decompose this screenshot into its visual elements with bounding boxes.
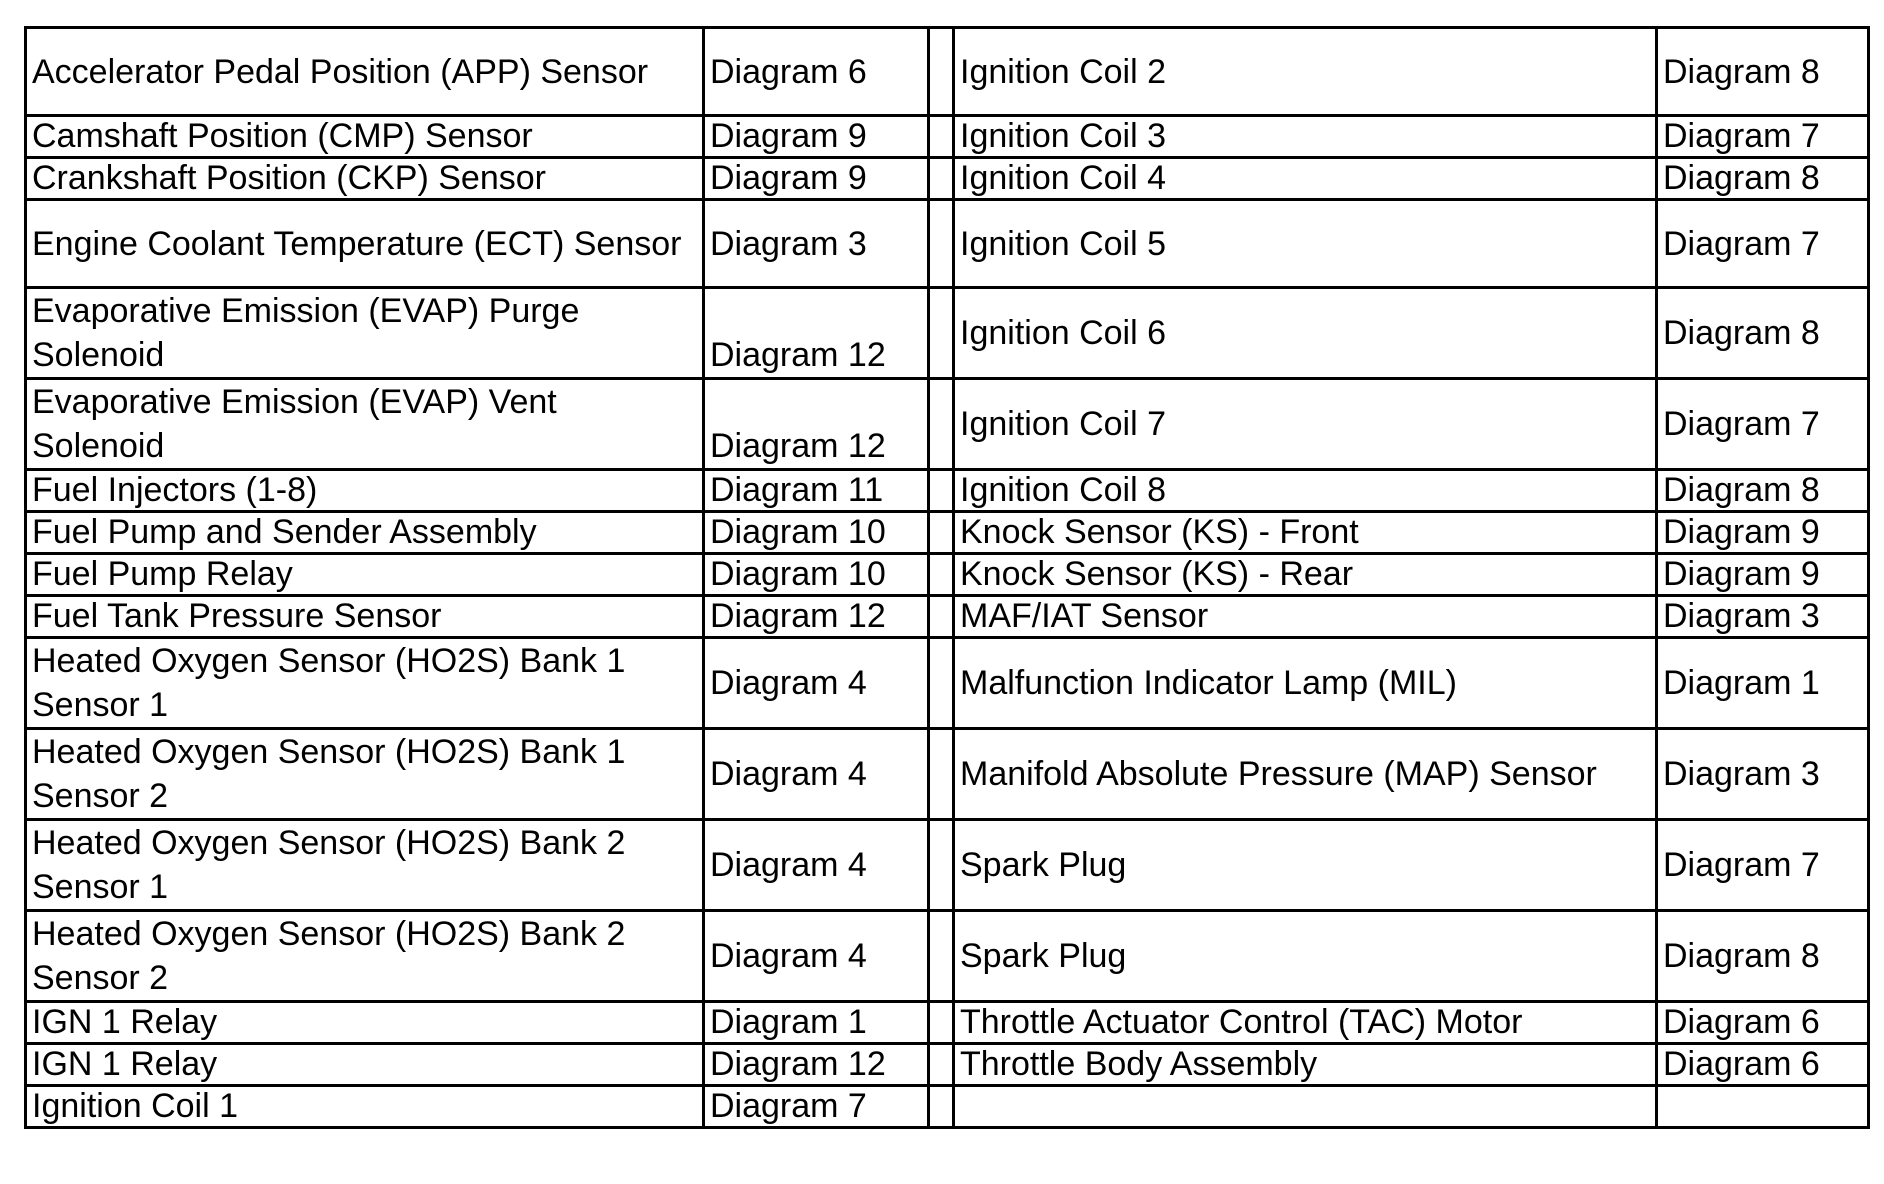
right-component-name: Ignition Coil 4 xyxy=(954,158,1657,200)
left-diagram-reference: Diagram 4 xyxy=(704,729,929,820)
left-component-name: IGN 1 Relay xyxy=(26,1002,704,1044)
column-separator xyxy=(929,1002,954,1044)
left-component-name: IGN 1 Relay xyxy=(26,1044,704,1086)
right-component-name: Spark Plug xyxy=(954,911,1657,1002)
left-diagram-reference: Diagram 4 xyxy=(704,911,929,1002)
left-component-name: Evaporative Emission (EVAP) Purge Solenoid xyxy=(26,288,704,379)
right-diagram-reference: Diagram 8 xyxy=(1657,470,1869,512)
right-diagram-reference: Diagram 7 xyxy=(1657,200,1869,288)
column-separator xyxy=(929,1086,954,1128)
left-component-name: Fuel Tank Pressure Sensor xyxy=(26,596,704,638)
left-diagram-reference: Diagram 12 xyxy=(704,1044,929,1086)
table-row xyxy=(26,200,1869,288)
right-component-name: Malfunction Indicator Lamp (MIL) xyxy=(954,638,1657,729)
table-row xyxy=(26,28,1869,116)
left-component-name: Fuel Injectors (1-8) xyxy=(26,470,704,512)
right-diagram-reference: Diagram 6 xyxy=(1657,1002,1869,1044)
column-separator xyxy=(929,911,954,1002)
right-diagram-reference: Diagram 3 xyxy=(1657,729,1869,820)
right-component-name: Ignition Coil 7 xyxy=(954,379,1657,470)
left-diagram-reference: Diagram 11 xyxy=(704,470,929,512)
table-row xyxy=(26,1044,1869,1086)
left-diagram-reference: Diagram 12 xyxy=(704,379,929,470)
left-diagram-reference: Diagram 9 xyxy=(704,158,929,200)
right-diagram-reference: Diagram 3 xyxy=(1657,596,1869,638)
column-separator xyxy=(929,200,954,288)
table-row xyxy=(26,729,1869,820)
right-component-name: Ignition Coil 6 xyxy=(954,288,1657,379)
column-separator xyxy=(929,28,954,116)
component-location-table xyxy=(24,26,1870,1129)
left-diagram-reference: Diagram 1 xyxy=(704,1002,929,1044)
table-row xyxy=(26,158,1869,200)
table-row xyxy=(26,596,1869,638)
right-component-name: Manifold Absolute Pressure (MAP) Sensor xyxy=(954,729,1657,820)
column-separator xyxy=(929,116,954,158)
table-row xyxy=(26,512,1869,554)
right-diagram-reference: Diagram 8 xyxy=(1657,158,1869,200)
right-component-name: Spark Plug xyxy=(954,820,1657,911)
left-component-name: Ignition Coil 1 xyxy=(26,1086,704,1128)
right-diagram-reference: Diagram 6 xyxy=(1657,1044,1869,1086)
left-diagram-reference: Diagram 6 xyxy=(704,28,929,116)
table-body xyxy=(26,28,1869,1128)
table-row xyxy=(26,820,1869,911)
right-diagram-reference: Diagram 8 xyxy=(1657,911,1869,1002)
column-separator xyxy=(929,554,954,596)
table-row xyxy=(26,116,1869,158)
table-row xyxy=(26,470,1869,512)
right-component-name: Throttle Actuator Control (TAC) Motor xyxy=(954,1002,1657,1044)
component-location-table-container xyxy=(24,26,1867,1129)
right-diagram-reference: Diagram 7 xyxy=(1657,116,1869,158)
table-row xyxy=(26,288,1869,379)
left-component-name: Evaporative Emission (EVAP) Vent Solenoid xyxy=(26,379,704,470)
table-row xyxy=(26,1086,1869,1128)
column-separator xyxy=(929,596,954,638)
column-separator xyxy=(929,379,954,470)
right-component-name: Knock Sensor (KS) - Front xyxy=(954,512,1657,554)
right-diagram-reference: Diagram 7 xyxy=(1657,379,1869,470)
right-component-name: MAF/IAT Sensor xyxy=(954,596,1657,638)
left-component-name: Accelerator Pedal Position (APP) Sensor xyxy=(26,28,704,116)
left-diagram-reference: Diagram 4 xyxy=(704,638,929,729)
left-diagram-reference: Diagram 3 xyxy=(704,200,929,288)
right-component-name: Ignition Coil 2 xyxy=(954,28,1657,116)
left-diagram-reference: Diagram 12 xyxy=(704,596,929,638)
table-row xyxy=(26,911,1869,1002)
left-component-name: Camshaft Position (CMP) Sensor xyxy=(26,116,704,158)
right-diagram-reference: Diagram 9 xyxy=(1657,554,1869,596)
table-row xyxy=(26,379,1869,470)
right-diagram-reference xyxy=(1657,1086,1869,1128)
left-component-name: Fuel Pump and Sender Assembly xyxy=(26,512,704,554)
table-row xyxy=(26,554,1869,596)
right-component-name: Ignition Coil 8 xyxy=(954,470,1657,512)
table-row xyxy=(26,1002,1869,1044)
left-diagram-reference: Diagram 12 xyxy=(704,288,929,379)
left-component-name: Heated Oxygen Sensor (HO2S) Bank 1 Sensor 1 xyxy=(26,638,704,729)
column-separator xyxy=(929,512,954,554)
right-component-name xyxy=(954,1086,1657,1128)
right-component-name: Ignition Coil 3 xyxy=(954,116,1657,158)
left-component-name: Fuel Pump Relay xyxy=(26,554,704,596)
column-separator xyxy=(929,729,954,820)
table-row xyxy=(26,638,1869,729)
column-separator xyxy=(929,470,954,512)
column-separator xyxy=(929,820,954,911)
right-diagram-reference: Diagram 7 xyxy=(1657,820,1869,911)
left-component-name: Engine Coolant Temperature (ECT) Sensor xyxy=(26,200,704,288)
left-diagram-reference: Diagram 10 xyxy=(704,554,929,596)
left-component-name: Heated Oxygen Sensor (HO2S) Bank 1 Sensor 2 xyxy=(26,729,704,820)
right-component-name: Knock Sensor (KS) - Rear xyxy=(954,554,1657,596)
right-component-name: Throttle Body Assembly xyxy=(954,1044,1657,1086)
left-diagram-reference: Diagram 7 xyxy=(704,1086,929,1128)
right-component-name: Ignition Coil 5 xyxy=(954,200,1657,288)
right-diagram-reference: Diagram 1 xyxy=(1657,638,1869,729)
right-diagram-reference: Diagram 8 xyxy=(1657,288,1869,379)
column-separator xyxy=(929,1044,954,1086)
left-component-name: Heated Oxygen Sensor (HO2S) Bank 2 Sensor 2 xyxy=(26,911,704,1002)
column-separator xyxy=(929,638,954,729)
column-separator xyxy=(929,288,954,379)
right-diagram-reference: Diagram 9 xyxy=(1657,512,1869,554)
left-diagram-reference: Diagram 4 xyxy=(704,820,929,911)
left-diagram-reference: Diagram 10 xyxy=(704,512,929,554)
left-component-name: Heated Oxygen Sensor (HO2S) Bank 2 Sensor 1 xyxy=(26,820,704,911)
left-component-name: Crankshaft Position (CKP) Sensor xyxy=(26,158,704,200)
left-diagram-reference: Diagram 9 xyxy=(704,116,929,158)
column-separator xyxy=(929,158,954,200)
right-diagram-reference: Diagram 8 xyxy=(1657,28,1869,116)
